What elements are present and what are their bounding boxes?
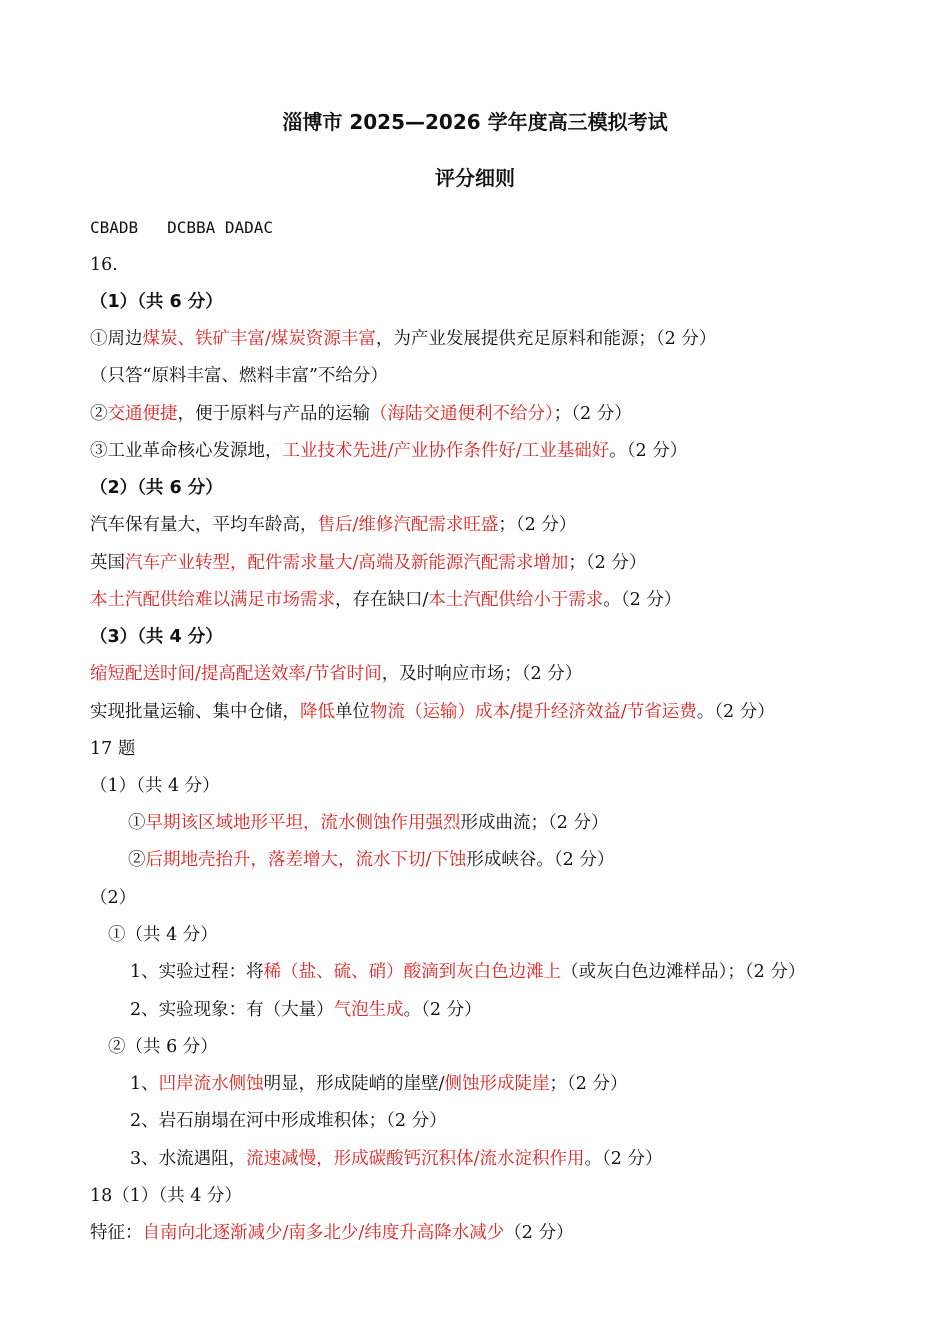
q16-p1-line2: （只答“原料丰富、燃料丰富”不给分） xyxy=(90,366,388,386)
q17-label: 17 题 xyxy=(90,739,136,759)
q16-p1-line4: ③工业革命核心发源地，工业技术先进/产业协作条件好/工业基础好。（2 分） xyxy=(90,441,688,461)
q17-p2-s1-head: ①（共 4 分） xyxy=(108,925,218,945)
q16-p3-head: （3）（共 4 分） xyxy=(90,627,223,647)
q16-p3-line1: 缩短配送时间/提高配送效率/节省时间，及时响应市场；（2 分） xyxy=(90,664,583,684)
mc-answers: CBADB DCBBA DADAC xyxy=(90,218,274,237)
q17-p2-s2-line3: 3、水流遇阻，流速减慢，形成碳酸钙沉积体/流水淀积作用。（2 分） xyxy=(130,1149,663,1169)
q17-p1-line2: ②后期地壳抬升，落差增大，流水下切/下蚀形成峡谷。（2 分） xyxy=(128,850,615,870)
q17-p1-line1: ①早期该区域地形平坦，流水侧蚀作用强烈形成曲流；（2 分） xyxy=(128,813,609,833)
page-title: 淄博市 2025—2026 学年度高三模拟考试 xyxy=(282,110,668,134)
q17-p2-s2-line1: 1、凹岸流水侧蚀明显，形成陡峭的崖壁/侧蚀形成陡崖；（2 分） xyxy=(130,1074,628,1094)
q16-p2-line3: 本土汽配供给难以满足市场需求，存在缺口/本土汽配供给小于需求。（2 分） xyxy=(90,590,682,610)
q16-p2-line1: 汽车保有量大，平均车龄高，售后/维修汽配需求旺盛；（2 分） xyxy=(90,515,577,535)
page-subtitle: 评分细则 xyxy=(435,166,515,190)
q16-p1-line3: ②交通便捷，便于原料与产品的运输（海陆交通便利不给分）；（2 分） xyxy=(90,404,632,424)
q17-p1-head: （1）（共 4 分） xyxy=(90,776,220,796)
q18-line1: 特征：自南向北逐渐减少/南多北少/纬度升高降水减少（2 分） xyxy=(90,1223,574,1243)
q17-p2-s1-line2: 2、实验现象：有（大量）气泡生成。（2 分） xyxy=(130,1000,482,1020)
q16-p1-head: （1）（共 6 分） xyxy=(90,292,223,312)
q16-p1-line1: ①周边煤炭、铁矿丰富/煤炭资源丰富，为产业发展提供充足原料和能源；（2 分） xyxy=(90,329,717,349)
q16-label: 16. xyxy=(90,255,118,275)
q16-p2-head: （2）（共 6 分） xyxy=(90,478,223,498)
q17-p2-s1-line1: 1、实验过程：将稀（盐、硫、硝）酸滴到灰白色边滩上（或灰白色边滩样品）；（2 分） xyxy=(130,962,806,982)
q16-p3-line2: 实现批量运输、集中仓储，降低单位物流（运输）成本/提升经济效益/节省运费。（2 分） xyxy=(90,702,775,722)
q17-p2-s2-line2: 2、岩石崩塌在河中形成堆积体；（2 分） xyxy=(130,1111,447,1131)
q17-p2-s2-head: ②（共 6 分） xyxy=(108,1037,218,1057)
q17-p2-head: （2） xyxy=(90,888,137,908)
q16-p2-line2: 英国汽车产业转型，配件需求量大/高端及新能源汽配需求增加；（2 分） xyxy=(90,553,647,573)
q18-head: 18（1）（共 4 分） xyxy=(90,1186,242,1206)
